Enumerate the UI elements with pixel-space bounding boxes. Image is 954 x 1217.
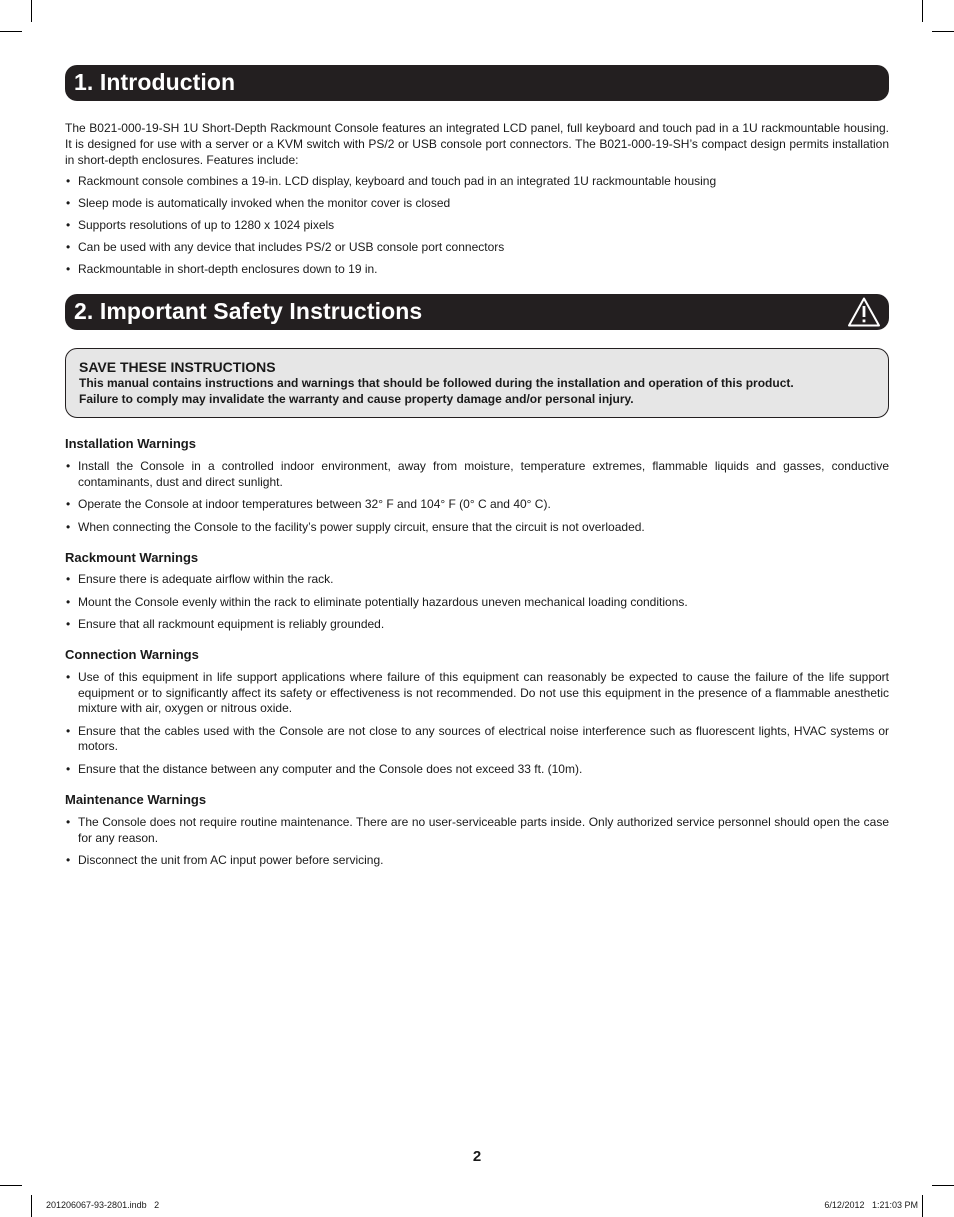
callout-text: This manual contains instructions and warnings that should be followed during the installation and operation of this product. [79,376,794,390]
installation-warnings-heading: Installation Warnings [65,436,196,451]
crop-mark [31,0,32,22]
print-timestamp: 6/12/2012 1:21:03 PM [824,1200,918,1210]
list-item: • Ensure that the cables used with the Console are not close to any sources of electrical noise interference such as fluorescent lights, HVAC systems or motors. [65,724,889,755]
list-item: • Disconnect the unit from AC input power before servicing. [65,853,889,869]
rackmount-warnings-heading: Rackmount Warnings [65,550,199,565]
feature-list [65,174,889,278]
rackmount-warnings-list [65,572,889,633]
list-item: • Rackmount console combines a 19-in. LCD display, keyboard and touch pad in an integrated 1U rackmountable housing [65,174,889,190]
crop-mark [0,31,22,32]
list-item: • When connecting the Console to the facility’s power supply circuit, ensure that the circuit is not overloaded. [65,520,889,536]
list-item: • Mount the Console evenly within the rack to eliminate potentially hazardous uneven mechanical loading conditions. [65,595,889,611]
file-slug: 201206067-93-2801.indb 2 [46,1200,160,1210]
save-instructions-callout [65,348,889,418]
list-item: • Ensure there is adequate airflow within the rack. [65,572,889,588]
crop-mark [922,0,923,22]
installation-warnings-list [65,459,889,535]
section-title: 1. Introduction [74,69,236,95]
warning-triangle-icon [847,296,881,328]
list-item: • Install the Console in a controlled indoor environment, away from moisture, temperature extremes, flammable liquids and gasses, conductive contaminants, dust and direct sunlight. [65,459,889,490]
maintenance-warnings-list [65,815,889,869]
list-item: • Use of this equipment in life support applications where failure of this equipment can reasonably be expected to cause the failure of the life support equipment or to significantly affect its safety or effectiveness is not recommended. Do not use this equipment in the presence of a flammable anesthetic mixture with air, oxygen or nitrous oxide. [65,670,889,717]
crop-mark [932,1185,954,1186]
crop-mark [932,31,954,32]
list-item: • Operate the Console at indoor temperatures between 32° F and 104° F (0° C and 40° C). [65,497,889,513]
crop-mark [0,1185,22,1186]
section-heading-safety [65,294,889,330]
intro-paragraph: The B021-000-19-SH 1U Short-Depth Rackmount Console features an integrated LCD panel, full keyboard and touch pad in a 1U rackmountable housing. It is designed for use with a server or a KVM switch with PS/2 or USB console port connectors. The B021-000-19-SH’s compact design permits installation in short-depth enclosures. Features include: [65,121,889,167]
list-item: • Ensure that the distance between any computer and the Console does not exceed 33 ft. (10m). [65,762,889,778]
section-heading-introduction [65,65,889,101]
list-item: • Supports resolutions of up to 1280 x 1024 pixels [65,218,889,234]
maintenance-warnings-heading: Maintenance Warnings [65,792,207,807]
callout-title: SAVE THESE INSTRUCTIONS [79,359,276,375]
list-item: • Rackmountable in short-depth enclosures down to 19 in. [65,262,889,278]
list-item: • Ensure that all rackmount equipment is reliably grounded. [65,617,889,633]
crop-mark [922,1195,923,1217]
list-item: • Can be used with any device that includes PS/2 or USB console port connectors [65,240,889,256]
list-item: • Sleep mode is automatically invoked when the monitor cover is closed [65,196,889,212]
page-number: 2 [472,1148,482,1165]
crop-mark [31,1195,32,1217]
connection-warnings-list [65,670,889,777]
section-title: 2. Important Safety Instructions [74,298,423,324]
connection-warnings-heading: Connection Warnings [65,647,199,662]
callout-text: Failure to comply may invalidate the warranty and cause property damage and/or personal injury. [79,391,634,406]
list-item: • The Console does not require routine maintenance. There are no user-serviceable parts inside. Only authorized service personnel should open the case for any reason. [65,815,889,846]
